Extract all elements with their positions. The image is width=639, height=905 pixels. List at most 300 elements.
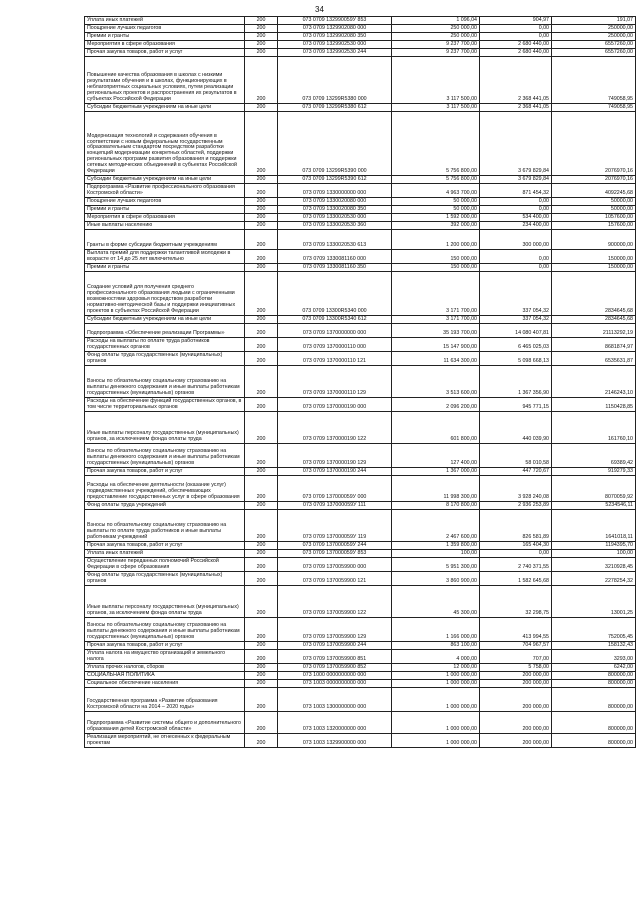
row-diff-cell: 50000,00 xyxy=(552,198,636,206)
row-diff-cell: 900000,00 xyxy=(552,230,636,250)
row-fact-cell: 200 000,00 xyxy=(480,712,552,734)
row-diff-cell: 250000,00 xyxy=(552,33,636,41)
row-name-cell: Субсидии бюджетным учреждениям на иные цели xyxy=(85,104,245,112)
row-fact-cell: 871 454,32 xyxy=(480,184,552,198)
row-plan-cell: 1 096,04 xyxy=(392,17,480,25)
row-name-cell: Прочая закупка товаров, работ и услуг xyxy=(85,542,245,550)
row-diff-cell: 800000,00 xyxy=(552,672,636,680)
table-row xyxy=(85,476,636,502)
row-plan-cell: 1 359 800,00 xyxy=(392,542,480,550)
table-row xyxy=(85,25,636,33)
table-row xyxy=(85,33,636,41)
table-row xyxy=(85,112,636,176)
row-name-cell: Премии и гранты xyxy=(85,206,245,214)
row-code-cell: 200 xyxy=(245,502,278,510)
row-fact-cell: 0,00 xyxy=(480,33,552,41)
row-diff-cell: 1057600,00 xyxy=(552,214,636,222)
row-diff-cell: 100,00 xyxy=(552,550,636,558)
row-fact-cell: 447 720,67 xyxy=(480,468,552,476)
row-code-cell: 200 xyxy=(245,650,278,664)
row-fact-cell: 14 080 407,81 xyxy=(480,324,552,338)
table-row xyxy=(85,104,636,112)
row-diff-cell: 749058,95 xyxy=(552,57,636,104)
row-diff-cell: 21113292,19 xyxy=(552,324,636,338)
row-plan-cell: 3 513 600,00 xyxy=(392,366,480,398)
row-diff-cell: 13001,25 xyxy=(552,586,636,618)
row-name-cell: Социальное обеспечение населения xyxy=(85,680,245,688)
row-kbk-cell: 073 0709 1370000000 000 xyxy=(278,324,392,338)
row-name-cell: Субсидии бюджетным учреждениям на иные цели xyxy=(85,316,245,324)
row-fact-cell: 2 680 440,00 xyxy=(480,41,552,49)
row-plan-cell: 35 193 700,00 xyxy=(392,324,480,338)
row-diff-cell: 1641018,11 xyxy=(552,510,636,542)
table-row xyxy=(85,672,636,680)
table-row xyxy=(85,176,636,184)
table-row xyxy=(85,264,636,272)
row-code-cell: 200 xyxy=(245,734,278,748)
row-diff-cell: 150000,00 xyxy=(552,250,636,264)
row-diff-cell: 191,07 xyxy=(552,17,636,25)
row-name-cell: Поощрение лучших педагогов xyxy=(85,198,245,206)
row-code-cell: 200 xyxy=(245,468,278,476)
row-diff-cell: 158132,43 xyxy=(552,642,636,650)
row-fact-cell: 1 582 645,68 xyxy=(480,572,552,586)
row-code-cell: 200 xyxy=(245,184,278,198)
row-kbk-cell: 073 0709 1329902530 000 xyxy=(278,41,392,49)
row-code-cell: 200 xyxy=(245,642,278,650)
row-plan-cell: 11 634 300,00 xyxy=(392,352,480,366)
row-fact-cell: 826 581,89 xyxy=(480,510,552,542)
row-diff-cell: 1150428,85 xyxy=(552,398,636,412)
row-plan-cell: 15 147 900,00 xyxy=(392,338,480,352)
row-code-cell: 200 xyxy=(245,49,278,57)
row-fact-cell: 200 000,00 xyxy=(480,734,552,748)
row-plan-cell: 12 000,00 xyxy=(392,664,480,672)
row-plan-cell: 601 800,00 xyxy=(392,412,480,444)
table-row xyxy=(85,352,636,366)
row-diff-cell: 2834645,68 xyxy=(552,316,636,324)
table-row xyxy=(85,734,636,748)
row-fact-cell: 0,00 xyxy=(480,550,552,558)
row-name-cell: Осуществление переданных полномочий Российской Федерации в сфере образования xyxy=(85,558,245,572)
row-name-cell: Премии и гранты xyxy=(85,33,245,41)
table-row xyxy=(85,510,636,542)
row-kbk-cell: 073 1003 1320000000 000 xyxy=(278,712,392,734)
table-row xyxy=(85,222,636,230)
row-diff-cell: 2834645,68 xyxy=(552,272,636,316)
row-plan-cell: 8 170 800,00 xyxy=(392,502,480,510)
row-kbk-cell: 073 0709 13300R5340 000 xyxy=(278,272,392,316)
row-kbk-cell: 073 0709 1370059900 851 xyxy=(278,650,392,664)
row-fact-cell: 200 000,00 xyxy=(480,672,552,680)
row-fact-cell: 2 680 440,00 xyxy=(480,49,552,57)
table-row xyxy=(85,17,636,25)
row-fact-cell: 2 368 441,05 xyxy=(480,104,552,112)
row-name-cell: Модернизация технологий и содержания обучения в соответствии с новым федеральным государственным образовательным стандартом посредством разработки концепций модернизации конкретных областей, поддержки региональных программ развития образования и поддержки сетевых методических объединений в субъектах Российской Федерации xyxy=(85,112,245,176)
row-kbk-cell: 073 0709 137000059У 244 xyxy=(278,542,392,550)
row-plan-cell: 1 000 000,00 xyxy=(392,688,480,712)
row-fact-cell: 534 400,00 xyxy=(480,214,552,222)
row-name-cell: Взносы по обязательному социальному страхованию на выплаты денежного содержания и иные выплаты работникам государственных (муниципальных) органов xyxy=(85,444,245,468)
row-name-cell: Иные выплаты персоналу государственных (муниципальных) органов, за исключением фонда оплаты труда xyxy=(85,412,245,444)
row-kbk-cell: 073 0709 1330020530 613 xyxy=(278,230,392,250)
row-name-cell: Фонд оплаты труда учреждений xyxy=(85,502,245,510)
row-code-cell: 200 xyxy=(245,510,278,542)
row-code-cell: 200 xyxy=(245,618,278,642)
row-name-cell: Взносы по обязательному социальному страхованию на выплаты денежного содержания и иные выплаты работникам государственных (муниципальных) органов xyxy=(85,366,245,398)
row-diff-cell: 8681874,97 xyxy=(552,338,636,352)
row-plan-cell: 1 000 000,00 xyxy=(392,712,480,734)
row-name-cell: Расходы на выплаты по оплате труда работников государственных органов xyxy=(85,338,245,352)
page-number: 34 xyxy=(315,5,324,14)
row-diff-cell: 2076970,16 xyxy=(552,112,636,176)
row-diff-cell: 919279,33 xyxy=(552,468,636,476)
row-code-cell: 200 xyxy=(245,250,278,264)
row-plan-cell: 1 000 000,00 xyxy=(392,680,480,688)
row-name-cell: Премии и гранты xyxy=(85,264,245,272)
row-code-cell: 200 xyxy=(245,206,278,214)
row-diff-cell: 6557260,00 xyxy=(552,49,636,57)
row-plan-cell: 50 000,00 xyxy=(392,198,480,206)
table-row xyxy=(85,206,636,214)
row-kbk-cell: 073 0709 1330020530 360 xyxy=(278,222,392,230)
table-row xyxy=(85,664,636,672)
row-diff-cell: 5234546,11 xyxy=(552,502,636,510)
table-row xyxy=(85,642,636,650)
row-kbk-cell: 073 0709 1370000190 000 xyxy=(278,398,392,412)
row-fact-cell: 0,00 xyxy=(480,264,552,272)
row-name-cell: Расходы на обеспечение функций государственных органов, в том числе территориальных органов xyxy=(85,398,245,412)
row-diff-cell: 800000,00 xyxy=(552,734,636,748)
row-name-cell: Прочая закупка товаров, работ и услуг xyxy=(85,642,245,650)
row-name-cell: Уплата налога на имущество организаций и земельного налога xyxy=(85,650,245,664)
row-diff-cell: 8070059,92 xyxy=(552,476,636,502)
table-row xyxy=(85,468,636,476)
table-row xyxy=(85,184,636,198)
row-code-cell: 200 xyxy=(245,712,278,734)
row-code-cell: 200 xyxy=(245,272,278,316)
table-row xyxy=(85,214,636,222)
row-kbk-cell: 073 0709 13299R5390 612 xyxy=(278,176,392,184)
table-row xyxy=(85,316,636,324)
row-name-cell: Уплата иных платежей xyxy=(85,550,245,558)
row-plan-cell: 2 096 200,00 xyxy=(392,398,480,412)
table-row xyxy=(85,366,636,398)
table-row xyxy=(85,198,636,206)
row-name-cell: Прочая закупка товаров, работ и услуг xyxy=(85,49,245,57)
row-fact-cell: 0,00 xyxy=(480,25,552,33)
row-plan-cell: 3 171 700,00 xyxy=(392,316,480,324)
table-row xyxy=(85,650,636,664)
row-kbk-cell: 073 0709 137000059У 119 xyxy=(278,510,392,542)
row-kbk-cell: 073 0709 1370059900 122 xyxy=(278,586,392,618)
table-row xyxy=(85,412,636,444)
row-kbk-cell: 073 0709 1370059900 121 xyxy=(278,572,392,586)
table-row xyxy=(85,444,636,468)
row-fact-cell: 3 679 829,84 xyxy=(480,176,552,184)
row-fact-cell: 945 771,15 xyxy=(480,398,552,412)
row-code-cell: 200 xyxy=(245,324,278,338)
row-fact-cell: 200 000,00 xyxy=(480,688,552,712)
table-row xyxy=(85,550,636,558)
table-row xyxy=(85,250,636,264)
row-plan-cell: 392 000,00 xyxy=(392,222,480,230)
row-plan-cell: 45 300,00 xyxy=(392,586,480,618)
row-kbk-cell: 073 0709 1370059900 000 xyxy=(278,558,392,572)
table-row xyxy=(85,41,636,49)
row-code-cell: 200 xyxy=(245,572,278,586)
row-plan-cell: 4 963 700,00 xyxy=(392,184,480,198)
row-kbk-cell: 073 0709 1370059900 244 xyxy=(278,642,392,650)
row-fact-cell: 2 368 441,05 xyxy=(480,57,552,104)
row-plan-cell: 5 951 300,00 xyxy=(392,558,480,572)
row-fact-cell: 337 054,32 xyxy=(480,272,552,316)
row-fact-cell: 707,00 xyxy=(480,650,552,664)
row-fact-cell: 300 000,00 xyxy=(480,230,552,250)
row-plan-cell: 3 117 500,00 xyxy=(392,104,480,112)
row-name-cell: Мероприятия в сфере образования xyxy=(85,41,245,49)
row-code-cell: 200 xyxy=(245,476,278,502)
row-plan-cell: 1 000 000,00 xyxy=(392,734,480,748)
row-plan-cell: 3 171 700,00 xyxy=(392,272,480,316)
table-row xyxy=(85,680,636,688)
row-name-cell: Уплата прочих налогов, сборов xyxy=(85,664,245,672)
row-diff-cell: 800000,00 xyxy=(552,680,636,688)
table-row xyxy=(85,272,636,316)
row-name-cell: СОЦИАЛЬНАЯ ПОЛИТИКА xyxy=(85,672,245,680)
row-diff-cell: 752005,45 xyxy=(552,618,636,642)
row-fact-cell: 234 400,00 xyxy=(480,222,552,230)
row-plan-cell: 9 237 700,00 xyxy=(392,41,480,49)
row-fact-cell: 704 967,57 xyxy=(480,642,552,650)
row-name-cell: Иные выплаты населению xyxy=(85,222,245,230)
row-name-cell: Фонд оплаты труда государственных (муниципальных) органов xyxy=(85,572,245,586)
row-kbk-cell: 073 0709 1330081160 000 xyxy=(278,250,392,264)
row-name-cell: Повышение качества образования в школах с низкими результатами обучения и в школах, функционирующих в неблагоприятных социальных условиях, путем реализации региональных проектов и распространения их результатов в субъектах Российской Федерации xyxy=(85,57,245,104)
table-row xyxy=(85,712,636,734)
row-code-cell: 200 xyxy=(245,352,278,366)
row-code-cell: 200 xyxy=(245,688,278,712)
row-code-cell: 200 xyxy=(245,366,278,398)
row-diff-cell: 69389,42 xyxy=(552,444,636,468)
row-kbk-cell: 073 1003 1329900000 000 xyxy=(278,734,392,748)
table-row xyxy=(85,230,636,250)
budget-execution-table xyxy=(84,16,636,748)
row-kbk-cell: 073 0709 1330020530 000 xyxy=(278,214,392,222)
row-kbk-cell: 073 1000 0000000000 000 xyxy=(278,672,392,680)
row-name-cell: Реализация мероприятий, не отнесенных к федеральным проектам xyxy=(85,734,245,748)
row-fact-cell: 1 367 356,90 xyxy=(480,366,552,398)
row-kbk-cell: 073 0709 1370059900 129 xyxy=(278,618,392,642)
row-plan-cell: 3 117 500,00 xyxy=(392,57,480,104)
row-plan-cell: 1 367 000,00 xyxy=(392,468,480,476)
row-kbk-cell: 073 1003 1300000000 000 xyxy=(278,688,392,712)
row-code-cell: 200 xyxy=(245,664,278,672)
row-kbk-cell: 073 0709 1329902080 350 xyxy=(278,33,392,41)
row-plan-cell: 11 998 300,00 xyxy=(392,476,480,502)
row-code-cell: 200 xyxy=(245,17,278,25)
row-fact-cell: 200 000,00 xyxy=(480,680,552,688)
row-plan-cell: 9 237 700,00 xyxy=(392,49,480,57)
row-plan-cell: 250 000,00 xyxy=(392,25,480,33)
row-diff-cell: 2146243,10 xyxy=(552,366,636,398)
row-code-cell: 200 xyxy=(245,680,278,688)
row-code-cell: 200 xyxy=(245,57,278,104)
table-row xyxy=(85,502,636,510)
row-fact-cell: 3 928 240,08 xyxy=(480,476,552,502)
row-kbk-cell: 073 0709 1330020080 000 xyxy=(278,198,392,206)
table-body xyxy=(85,17,636,748)
table-row xyxy=(85,688,636,712)
row-plan-cell: 127 400,00 xyxy=(392,444,480,468)
row-code-cell: 200 xyxy=(245,444,278,468)
row-kbk-cell: 073 0709 137000059У 111 xyxy=(278,502,392,510)
row-code-cell: 200 xyxy=(245,33,278,41)
row-kbk-cell: 073 0709 1370000190 129 xyxy=(278,444,392,468)
row-name-cell: Подпрограмма «Развитие профессионального образования Костромской области» xyxy=(85,184,245,198)
row-name-cell: Поощрение лучших педагогов xyxy=(85,25,245,33)
row-fact-cell: 413 994,55 xyxy=(480,618,552,642)
row-name-cell: Взносы по обязательному социальному страхованию на выплаты по оплате труда работников и иные выплаты работникам учреждений xyxy=(85,510,245,542)
row-kbk-cell: 073 0709 13299R5390 000 xyxy=(278,112,392,176)
row-plan-cell: 100,00 xyxy=(392,550,480,558)
row-fact-cell: 0,00 xyxy=(480,250,552,264)
row-code-cell: 200 xyxy=(245,112,278,176)
table-row xyxy=(85,572,636,586)
row-name-cell: Иные выплаты персоналу государственных (муниципальных) органов, за исключением фонда оплаты труда xyxy=(85,586,245,618)
row-fact-cell: 440 039,90 xyxy=(480,412,552,444)
row-name-cell: Создание условий для получения среднего профессионального образования людьми с ограниченными возможностями здоровья посредством разработки нормативно-методической базы и поддержки инициативных проектов в субъектах Российской Федерации xyxy=(85,272,245,316)
row-fact-cell: 0,00 xyxy=(480,206,552,214)
row-fact-cell: 904,97 xyxy=(480,17,552,25)
row-name-cell: Прочая закупка товаров, работ и услуг xyxy=(85,468,245,476)
row-plan-cell: 250 000,00 xyxy=(392,33,480,41)
row-code-cell: 200 xyxy=(245,214,278,222)
row-fact-cell: 6 465 025,03 xyxy=(480,338,552,352)
row-code-cell: 200 xyxy=(245,550,278,558)
table-row xyxy=(85,57,636,104)
row-diff-cell: 4092245,68 xyxy=(552,184,636,198)
row-kbk-cell: 073 0709 1329902530 244 xyxy=(278,49,392,57)
row-fact-cell: 3 679 829,84 xyxy=(480,112,552,176)
row-code-cell: 200 xyxy=(245,198,278,206)
row-code-cell: 200 xyxy=(245,542,278,550)
table-row xyxy=(85,618,636,642)
row-plan-cell: 1 000 000,00 xyxy=(392,672,480,680)
row-diff-cell: 3210928,45 xyxy=(552,558,636,572)
row-name-cell: Уплата иных платежей xyxy=(85,17,245,25)
row-name-cell: Фонд оплаты труда государственных (муниципальных) органов xyxy=(85,352,245,366)
row-kbk-cell: 073 0709 1330020080 350 xyxy=(278,206,392,214)
row-diff-cell: 6557260,00 xyxy=(552,41,636,49)
row-diff-cell: 749058,95 xyxy=(552,104,636,112)
table-row xyxy=(85,542,636,550)
row-name-cell: Взносы по обязательному социальному страхованию на выплаты денежного содержания и иные выплаты работникам государственных (муниципальных) органов xyxy=(85,618,245,642)
row-name-cell: Подпрограмма «Обеспечение реализации Программы» xyxy=(85,324,245,338)
table-row xyxy=(85,49,636,57)
row-plan-cell: 5 756 800,00 xyxy=(392,112,480,176)
row-code-cell: 200 xyxy=(245,316,278,324)
row-diff-cell: 2278254,32 xyxy=(552,572,636,586)
row-plan-cell: 50 000,00 xyxy=(392,206,480,214)
row-plan-cell: 5 756 800,00 xyxy=(392,176,480,184)
row-code-cell: 200 xyxy=(245,586,278,618)
row-name-cell: Мероприятия в сфере образования xyxy=(85,214,245,222)
row-code-cell: 200 xyxy=(245,412,278,444)
row-kbk-cell: 073 0709 1370000110 129 xyxy=(278,366,392,398)
row-code-cell: 200 xyxy=(245,558,278,572)
row-name-cell: Выплата премий для поддержки талантливой молодежи в возрасте от 14 до 25 лет включительно xyxy=(85,250,245,264)
row-kbk-cell: 073 0709 13300R5340 612 xyxy=(278,316,392,324)
row-name-cell: Расходы на обеспечение деятельности (оказание услуг) подведомственных учреждений, обеспечивающих предоставление государственных услуг в сфере образования xyxy=(85,476,245,502)
row-code-cell: 200 xyxy=(245,338,278,352)
row-fact-cell: 5 758,00 xyxy=(480,664,552,672)
row-code-cell: 200 xyxy=(245,672,278,680)
row-fact-cell: 32 298,75 xyxy=(480,586,552,618)
row-diff-cell: 800000,00 xyxy=(552,712,636,734)
row-plan-cell: 2 467 600,00 xyxy=(392,510,480,542)
row-code-cell: 200 xyxy=(245,41,278,49)
row-diff-cell: 6535631,87 xyxy=(552,352,636,366)
table-row xyxy=(85,398,636,412)
row-code-cell: 200 xyxy=(245,230,278,250)
row-diff-cell: 6242,00 xyxy=(552,664,636,672)
row-diff-cell: 3293,00 xyxy=(552,650,636,664)
row-kbk-cell: 073 0709 1329902080 000 xyxy=(278,25,392,33)
row-kbk-cell: 073 0709 1370000190 244 xyxy=(278,468,392,476)
row-diff-cell: 157600,00 xyxy=(552,222,636,230)
row-kbk-cell: 073 0709 1370000110 121 xyxy=(278,352,392,366)
row-kbk-cell: 073 1003 0000000000 000 xyxy=(278,680,392,688)
row-kbk-cell: 073 0709 137000059У 853 xyxy=(278,550,392,558)
row-plan-cell: 150 000,00 xyxy=(392,250,480,264)
row-fact-cell: 2 936 253,89 xyxy=(480,502,552,510)
row-diff-cell: 2076970,16 xyxy=(552,176,636,184)
row-fact-cell: 0,00 xyxy=(480,198,552,206)
row-diff-cell: 800000,00 xyxy=(552,688,636,712)
row-kbk-cell: 073 0709 137000059У 000 xyxy=(278,476,392,502)
row-plan-cell: 1 166 000,00 xyxy=(392,618,480,642)
row-plan-cell: 3 860 900,00 xyxy=(392,572,480,586)
row-code-cell: 200 xyxy=(245,264,278,272)
row-plan-cell: 1 592 000,00 xyxy=(392,214,480,222)
row-name-cell: Государственная программа «Развитие образования Костромской области на 2014 – 2020 годы» xyxy=(85,688,245,712)
row-name-cell: Подпрограмма «Развитие системы общего и дополнительного образования детей Костромской области» xyxy=(85,712,245,734)
table-row xyxy=(85,558,636,572)
row-diff-cell: 1194395,70 xyxy=(552,542,636,550)
row-kbk-cell: 073 0709 1330000000 000 xyxy=(278,184,392,198)
row-fact-cell: 5 098 668,13 xyxy=(480,352,552,366)
row-diff-cell: 250000,00 xyxy=(552,25,636,33)
row-code-cell: 200 xyxy=(245,176,278,184)
row-code-cell: 200 xyxy=(245,25,278,33)
table-row xyxy=(85,338,636,352)
row-kbk-cell: 073 0709 13299R5380 000 xyxy=(278,57,392,104)
row-kbk-cell: 073 0709 1370059900 852 xyxy=(278,664,392,672)
row-code-cell: 200 xyxy=(245,104,278,112)
row-kbk-cell: 073 0709 13299R5380 612 xyxy=(278,104,392,112)
row-code-cell: 200 xyxy=(245,222,278,230)
row-name-cell: Гранты в форме субсидии бюджетным учреждениям xyxy=(85,230,245,250)
row-code-cell: 200 xyxy=(245,398,278,412)
row-name-cell: Субсидии бюджетным учреждениям на иные цели xyxy=(85,176,245,184)
row-kbk-cell: 073 0709 132990059У 853 xyxy=(278,17,392,25)
row-kbk-cell: 073 0709 1330081160 350 xyxy=(278,264,392,272)
row-diff-cell: 50000,00 xyxy=(552,206,636,214)
row-fact-cell: 337 054,32 xyxy=(480,316,552,324)
row-kbk-cell: 073 0709 1370000190 122 xyxy=(278,412,392,444)
row-diff-cell: 161760,10 xyxy=(552,412,636,444)
